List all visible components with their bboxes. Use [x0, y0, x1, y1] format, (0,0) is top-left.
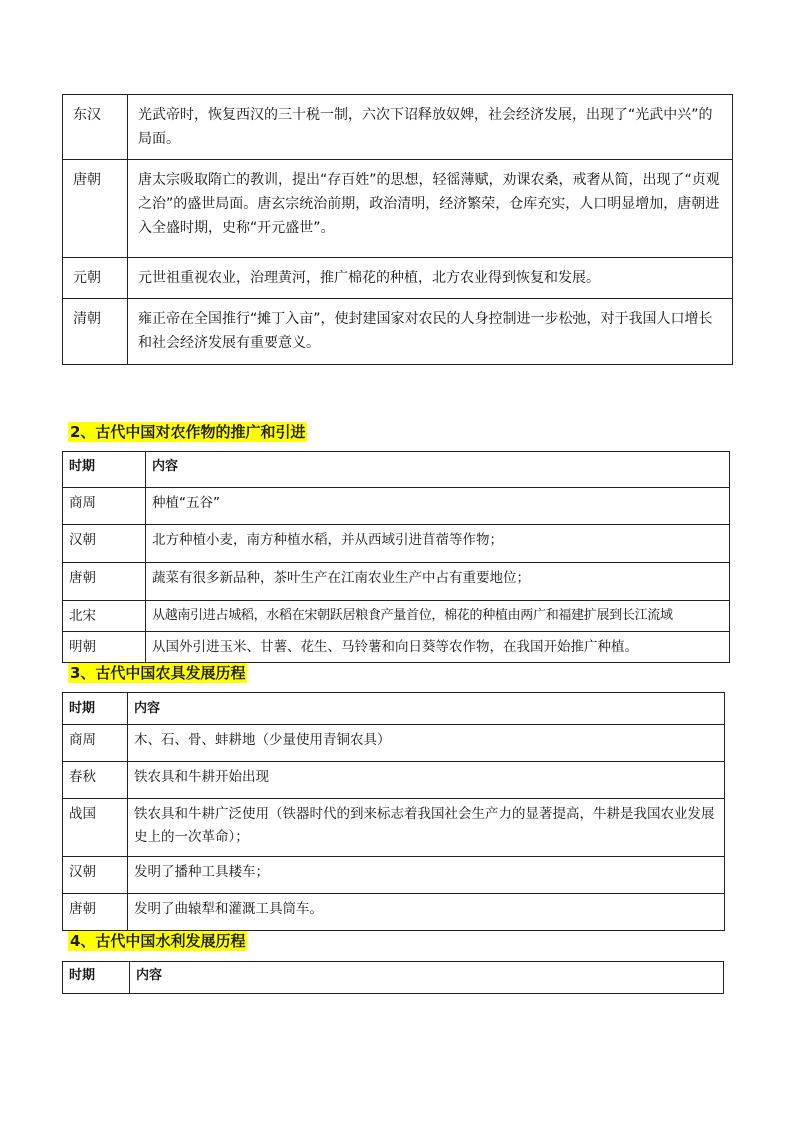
content-cell: 光武帝时，恢复西汉的三十税一制，六次下诏释放奴婢，社会经济发展，出现了“光武中兴”的局面。: [128, 95, 733, 160]
content-cell: 从越南引进占城稻，水稻在宋朝跃居粮食产量首位，棉花的种植由两广和福建扩展到长江流域: [146, 601, 730, 632]
content-cell: 雍正帝在全国推行“摊丁入亩”，使封建国家对农民的人身控制进一步松弛，对于我国人口增长和社会经济发展有重要意义。: [128, 299, 733, 365]
content-cell: 元世祖重视农业，治理黄河，推广棉花的种植，北方农业得到恢复和发展。: [128, 258, 733, 299]
content-cell: 发明了曲辕犁和灌溉工具筒车。: [128, 894, 725, 931]
period-cell: 商周: [63, 488, 146, 525]
table-row: [63, 488, 730, 525]
table-header-row: [63, 452, 730, 488]
crop-introduction-table: [62, 451, 730, 663]
header-content: 内容: [146, 452, 730, 488]
farm-tool-table: [62, 692, 725, 931]
table-row: [63, 258, 733, 299]
table-row: [63, 762, 725, 799]
content-cell: 木、石、骨、蚌耕地（少量使用青铜农具）: [128, 725, 725, 762]
table-row: [63, 160, 733, 258]
period-cell: 清朝: [63, 299, 128, 365]
table-row: [63, 725, 725, 762]
period-cell: 北宋: [63, 601, 146, 632]
table-row: [63, 894, 725, 931]
period-cell: 唐朝: [63, 160, 128, 258]
table-row: [63, 857, 725, 894]
header-period: 时期: [63, 962, 130, 994]
content-cell: 铁农具和牛耕开始出现: [128, 762, 725, 799]
header-period: 时期: [63, 452, 146, 488]
content-cell: 种植“五谷”: [146, 488, 730, 525]
period-cell: 汉朝: [63, 857, 128, 894]
period-cell: 元朝: [63, 258, 128, 299]
period-cell: 唐朝: [63, 894, 128, 931]
section-4-heading: 4、古代中国水利发展历程: [70, 932, 246, 950]
table-header-row: [63, 693, 725, 725]
table-row: [63, 525, 730, 563]
period-cell: 明朝: [63, 632, 146, 663]
period-cell: 东汉: [63, 95, 128, 160]
content-cell: 唐太宗吸取隋亡的教训，提出“存百姓”的思想，轻徭薄赋，劝课农桑，戒奢从简，出现了“贞观之治”的盛世局面。唐玄宗统治前期，政治清明，经济繁荣，仓库充实，人口明显增加，唐朝进入全盛时期，史称“开元盛世”。: [128, 160, 733, 258]
content-cell: 蔬菜有很多新品种，茶叶生产在江南农业生产中占有重要地位；: [146, 563, 730, 601]
content-cell: 发明了播种工具耧车；: [128, 857, 725, 894]
header-content: 内容: [130, 962, 724, 994]
table-row: [63, 799, 725, 857]
header-period: 时期: [63, 693, 128, 725]
header-content: 内容: [128, 693, 725, 725]
table-row: [63, 299, 733, 365]
dynasty-policy-table: [62, 94, 733, 365]
period-cell: 唐朝: [63, 563, 146, 601]
section-3-heading: 3、古代中国农具发展历程: [70, 664, 246, 682]
content-cell: 北方种植小麦，南方种植水稻，并从西域引进苜蓿等作物；: [146, 525, 730, 563]
table-row: [63, 563, 730, 601]
water-conservancy-table: [62, 961, 724, 994]
period-cell: 商周: [63, 725, 128, 762]
period-cell: 汉朝: [63, 525, 146, 563]
table-row: [63, 632, 730, 663]
content-cell: 铁农具和牛耕广泛使用（铁器时代的到来标志着我国社会生产力的显著提高，牛耕是我国农业发展史上的一次革命）；: [128, 799, 725, 857]
table-row: [63, 601, 730, 632]
period-cell: 战国: [63, 799, 128, 857]
section-2-heading: 2、古代中国对农作物的推广和引进: [70, 423, 306, 441]
table-header-row: [63, 962, 724, 994]
content-cell: 从国外引进玉米、甘薯、花生、马铃薯和向日葵等农作物，在我国开始推广种植。: [146, 632, 730, 663]
table-row: [63, 95, 733, 160]
period-cell: 春秋: [63, 762, 128, 799]
